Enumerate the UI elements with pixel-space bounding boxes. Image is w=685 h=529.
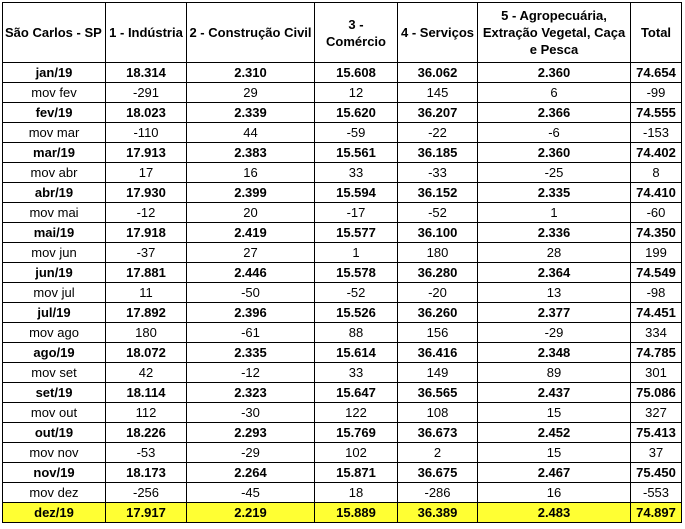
header-agropecuaria: 5 - Agropecuária, Extração Vegetal, Caça e Pesca bbox=[478, 3, 631, 63]
month-row bbox=[3, 183, 682, 203]
cell-servicos: 36.100 bbox=[398, 223, 478, 243]
cell-servicos: 36.416 bbox=[398, 343, 478, 363]
cell-comercio: 15.769 bbox=[315, 423, 398, 443]
cell-industria: 18.173 bbox=[106, 463, 187, 483]
cell-industria: 18.314 bbox=[106, 63, 187, 83]
cell-agropecuaria: 2.360 bbox=[478, 63, 631, 83]
cell-agropecuaria: 15 bbox=[478, 443, 631, 463]
row-label: mai/19 bbox=[3, 223, 106, 243]
cell-total: 75.086 bbox=[631, 383, 682, 403]
cell-industria: 17.917 bbox=[106, 503, 187, 523]
cell-construcao-civil: -29 bbox=[187, 443, 315, 463]
month-row bbox=[3, 343, 682, 363]
cell-industria: 17.892 bbox=[106, 303, 187, 323]
cell-servicos: 149 bbox=[398, 363, 478, 383]
cell-servicos: 36.675 bbox=[398, 463, 478, 483]
cell-agropecuaria: 13 bbox=[478, 283, 631, 303]
cell-agropecuaria: 1 bbox=[478, 203, 631, 223]
cell-construcao-civil: 2.446 bbox=[187, 263, 315, 283]
cell-industria: 17.913 bbox=[106, 143, 187, 163]
cell-agropecuaria: 6 bbox=[478, 83, 631, 103]
cell-industria: 17 bbox=[106, 163, 187, 183]
cell-construcao-civil: 2.383 bbox=[187, 143, 315, 163]
cell-comercio: 15.577 bbox=[315, 223, 398, 243]
cell-construcao-civil: 2.264 bbox=[187, 463, 315, 483]
cell-comercio: 15.871 bbox=[315, 463, 398, 483]
cell-agropecuaria: 2.483 bbox=[478, 503, 631, 523]
cell-comercio: 15.614 bbox=[315, 343, 398, 363]
cell-construcao-civil: -50 bbox=[187, 283, 315, 303]
cell-total: 74.897 bbox=[631, 503, 682, 523]
cell-agropecuaria: 2.452 bbox=[478, 423, 631, 443]
cell-construcao-civil: 2.293 bbox=[187, 423, 315, 443]
row-label: dez/19 bbox=[3, 503, 106, 523]
header-industria: 1 - Indústria bbox=[106, 3, 187, 63]
cell-total: -60 bbox=[631, 203, 682, 223]
cell-agropecuaria: 89 bbox=[478, 363, 631, 383]
cell-comercio: 15.647 bbox=[315, 383, 398, 403]
cell-industria: 42 bbox=[106, 363, 187, 383]
cell-total: 301 bbox=[631, 363, 682, 383]
cell-comercio: 33 bbox=[315, 163, 398, 183]
cell-total: -98 bbox=[631, 283, 682, 303]
cell-construcao-civil: 16 bbox=[187, 163, 315, 183]
cell-total: -153 bbox=[631, 123, 682, 143]
cell-servicos: 145 bbox=[398, 83, 478, 103]
cell-total: 74.402 bbox=[631, 143, 682, 163]
cell-total: 75.450 bbox=[631, 463, 682, 483]
cell-industria: 17.930 bbox=[106, 183, 187, 203]
cell-servicos: 36.185 bbox=[398, 143, 478, 163]
cell-agropecuaria: 28 bbox=[478, 243, 631, 263]
row-label: fev/19 bbox=[3, 103, 106, 123]
cell-construcao-civil: 44 bbox=[187, 123, 315, 143]
cell-servicos: -286 bbox=[398, 483, 478, 503]
month-row bbox=[3, 63, 682, 83]
cell-total: 74.410 bbox=[631, 183, 682, 203]
movement-row bbox=[3, 123, 682, 143]
cell-total: 74.654 bbox=[631, 63, 682, 83]
cell-construcao-civil: 2.335 bbox=[187, 343, 315, 363]
row-label: jun/19 bbox=[3, 263, 106, 283]
cell-industria: -291 bbox=[106, 83, 187, 103]
cell-comercio: 122 bbox=[315, 403, 398, 423]
cell-industria: 112 bbox=[106, 403, 187, 423]
cell-comercio: 1 bbox=[315, 243, 398, 263]
cell-servicos: 108 bbox=[398, 403, 478, 423]
movement-row bbox=[3, 403, 682, 423]
cell-comercio: 15.526 bbox=[315, 303, 398, 323]
cell-agropecuaria: 2.377 bbox=[478, 303, 631, 323]
cell-agropecuaria: -25 bbox=[478, 163, 631, 183]
cell-agropecuaria: 2.360 bbox=[478, 143, 631, 163]
row-label: mov abr bbox=[3, 163, 106, 183]
movement-row bbox=[3, 483, 682, 503]
cell-agropecuaria: -29 bbox=[478, 323, 631, 343]
cell-servicos: -52 bbox=[398, 203, 478, 223]
row-label: mov set bbox=[3, 363, 106, 383]
cell-agropecuaria: 2.348 bbox=[478, 343, 631, 363]
cell-comercio: 15.620 bbox=[315, 103, 398, 123]
row-label: jan/19 bbox=[3, 63, 106, 83]
month-row bbox=[3, 463, 682, 483]
movement-row bbox=[3, 323, 682, 343]
cell-servicos: 2 bbox=[398, 443, 478, 463]
movement-row bbox=[3, 243, 682, 263]
cell-comercio: 12 bbox=[315, 83, 398, 103]
row-label: mov mai bbox=[3, 203, 106, 223]
cell-total: 199 bbox=[631, 243, 682, 263]
header-row bbox=[3, 3, 682, 63]
row-label: mov mar bbox=[3, 123, 106, 143]
cell-agropecuaria: 2.364 bbox=[478, 263, 631, 283]
cell-total: 74.350 bbox=[631, 223, 682, 243]
cell-agropecuaria: 2.366 bbox=[478, 103, 631, 123]
cell-total: 75.413 bbox=[631, 423, 682, 443]
cell-comercio: 15.608 bbox=[315, 63, 398, 83]
month-row bbox=[3, 383, 682, 403]
movement-row bbox=[3, 203, 682, 223]
cell-total: 327 bbox=[631, 403, 682, 423]
cell-servicos: 36.207 bbox=[398, 103, 478, 123]
cell-construcao-civil: 2.419 bbox=[187, 223, 315, 243]
cell-comercio: 33 bbox=[315, 363, 398, 383]
cell-comercio: -59 bbox=[315, 123, 398, 143]
header-city: São Carlos - SP bbox=[3, 3, 106, 63]
row-label: mov ago bbox=[3, 323, 106, 343]
cell-construcao-civil: 20 bbox=[187, 203, 315, 223]
row-label: mov out bbox=[3, 403, 106, 423]
month-row bbox=[3, 263, 682, 283]
month-row bbox=[3, 103, 682, 123]
cell-servicos: 36.565 bbox=[398, 383, 478, 403]
cell-servicos: 180 bbox=[398, 243, 478, 263]
cell-total: 334 bbox=[631, 323, 682, 343]
header-comercio: 3 - Comércio bbox=[315, 3, 398, 63]
cell-comercio: 15.594 bbox=[315, 183, 398, 203]
movement-row bbox=[3, 83, 682, 103]
row-label: mov fev bbox=[3, 83, 106, 103]
cell-servicos: 36.389 bbox=[398, 503, 478, 523]
cell-total: 74.549 bbox=[631, 263, 682, 283]
cell-total: 74.451 bbox=[631, 303, 682, 323]
cell-total: 74.785 bbox=[631, 343, 682, 363]
cell-construcao-civil: 2.399 bbox=[187, 183, 315, 203]
cell-comercio: 18 bbox=[315, 483, 398, 503]
cell-servicos: 36.062 bbox=[398, 63, 478, 83]
row-label: out/19 bbox=[3, 423, 106, 443]
cell-industria: 17.881 bbox=[106, 263, 187, 283]
table-body bbox=[3, 63, 682, 523]
cell-servicos: 36.280 bbox=[398, 263, 478, 283]
cell-industria: 18.072 bbox=[106, 343, 187, 363]
cell-industria: -53 bbox=[106, 443, 187, 463]
cell-industria: 18.226 bbox=[106, 423, 187, 443]
row-label: jul/19 bbox=[3, 303, 106, 323]
cell-total: -99 bbox=[631, 83, 682, 103]
employment-table bbox=[2, 2, 682, 523]
cell-agropecuaria: 16 bbox=[478, 483, 631, 503]
cell-industria: -110 bbox=[106, 123, 187, 143]
movement-row bbox=[3, 443, 682, 463]
cell-comercio: 15.578 bbox=[315, 263, 398, 283]
cell-construcao-civil: 2.396 bbox=[187, 303, 315, 323]
cell-construcao-civil: -12 bbox=[187, 363, 315, 383]
cell-construcao-civil: 29 bbox=[187, 83, 315, 103]
movement-row bbox=[3, 283, 682, 303]
cell-servicos: 156 bbox=[398, 323, 478, 343]
cell-comercio: -52 bbox=[315, 283, 398, 303]
cell-industria: 180 bbox=[106, 323, 187, 343]
cell-construcao-civil: -45 bbox=[187, 483, 315, 503]
cell-industria: -256 bbox=[106, 483, 187, 503]
cell-total: 74.555 bbox=[631, 103, 682, 123]
cell-construcao-civil: -61 bbox=[187, 323, 315, 343]
cell-servicos: -33 bbox=[398, 163, 478, 183]
row-label: set/19 bbox=[3, 383, 106, 403]
cell-servicos: -22 bbox=[398, 123, 478, 143]
month-row bbox=[3, 143, 682, 163]
month-row bbox=[3, 303, 682, 323]
cell-comercio: 15.889 bbox=[315, 503, 398, 523]
cell-comercio: 88 bbox=[315, 323, 398, 343]
cell-comercio: 15.561 bbox=[315, 143, 398, 163]
cell-industria: 11 bbox=[106, 283, 187, 303]
cell-construcao-civil: -30 bbox=[187, 403, 315, 423]
cell-agropecuaria: 15 bbox=[478, 403, 631, 423]
cell-construcao-civil: 2.310 bbox=[187, 63, 315, 83]
cell-total: -553 bbox=[631, 483, 682, 503]
cell-agropecuaria: -6 bbox=[478, 123, 631, 143]
header-total: Total bbox=[631, 3, 682, 63]
movement-row bbox=[3, 163, 682, 183]
cell-construcao-civil: 2.219 bbox=[187, 503, 315, 523]
cell-industria: -12 bbox=[106, 203, 187, 223]
cell-industria: 18.114 bbox=[106, 383, 187, 403]
cell-comercio: -17 bbox=[315, 203, 398, 223]
cell-agropecuaria: 2.437 bbox=[478, 383, 631, 403]
month-row bbox=[3, 223, 682, 243]
cell-industria: -37 bbox=[106, 243, 187, 263]
header-servicos: 4 - Serviços bbox=[398, 3, 478, 63]
row-label: mar/19 bbox=[3, 143, 106, 163]
row-label: mov jun bbox=[3, 243, 106, 263]
row-label: nov/19 bbox=[3, 463, 106, 483]
cell-construcao-civil: 27 bbox=[187, 243, 315, 263]
cell-comercio: 102 bbox=[315, 443, 398, 463]
month-row bbox=[3, 503, 682, 523]
cell-servicos: 36.152 bbox=[398, 183, 478, 203]
movement-row bbox=[3, 363, 682, 383]
header-construcao-civil: 2 - Construção Civil bbox=[187, 3, 315, 63]
row-label: mov dez bbox=[3, 483, 106, 503]
cell-construcao-civil: 2.339 bbox=[187, 103, 315, 123]
cell-servicos: 36.673 bbox=[398, 423, 478, 443]
cell-industria: 18.023 bbox=[106, 103, 187, 123]
cell-construcao-civil: 2.323 bbox=[187, 383, 315, 403]
month-row bbox=[3, 423, 682, 443]
cell-servicos: 36.260 bbox=[398, 303, 478, 323]
row-label: mov jul bbox=[3, 283, 106, 303]
cell-total: 8 bbox=[631, 163, 682, 183]
cell-total: 37 bbox=[631, 443, 682, 463]
cell-servicos: -20 bbox=[398, 283, 478, 303]
cell-agropecuaria: 2.336 bbox=[478, 223, 631, 243]
row-label: abr/19 bbox=[3, 183, 106, 203]
cell-agropecuaria: 2.335 bbox=[478, 183, 631, 203]
cell-agropecuaria: 2.467 bbox=[478, 463, 631, 483]
row-label: ago/19 bbox=[3, 343, 106, 363]
cell-industria: 17.918 bbox=[106, 223, 187, 243]
row-label: mov nov bbox=[3, 443, 106, 463]
